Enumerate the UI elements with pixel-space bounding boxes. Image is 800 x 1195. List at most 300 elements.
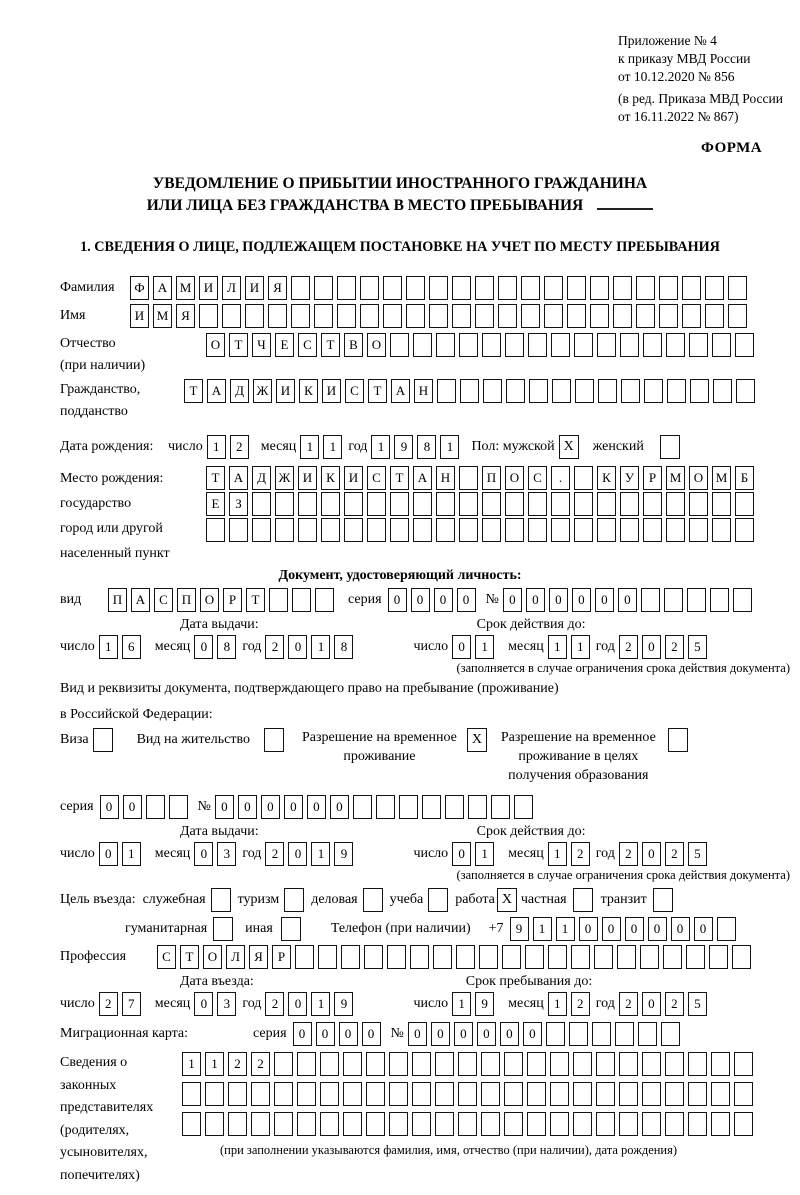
form-cell[interactable]: 1: [311, 992, 330, 1016]
form-cell[interactable]: [598, 379, 617, 403]
form-cell[interactable]: [643, 333, 662, 357]
form-cell[interactable]: [458, 1112, 477, 1136]
form-cell[interactable]: 1: [533, 917, 552, 941]
form-cell[interactable]: 1: [323, 435, 342, 459]
form-cell[interactable]: О: [367, 333, 386, 357]
form-cell[interactable]: [544, 276, 563, 300]
form-cell[interactable]: [682, 276, 701, 300]
form-cell[interactable]: [690, 379, 709, 403]
form-cell[interactable]: 0: [431, 1022, 450, 1046]
form-cell[interactable]: 0: [411, 588, 430, 612]
form-cell[interactable]: Т: [390, 466, 409, 490]
form-cell[interactable]: 0: [194, 992, 213, 1016]
purpose-work-checkbox[interactable]: X: [497, 888, 517, 912]
form-cell[interactable]: [399, 795, 418, 819]
form-cell[interactable]: И: [245, 276, 264, 300]
form-cell[interactable]: [641, 588, 660, 612]
form-cell[interactable]: [550, 1112, 569, 1136]
form-cell[interactable]: 0: [238, 795, 257, 819]
form-cell[interactable]: П: [177, 588, 196, 612]
form-cell[interactable]: Ж: [253, 379, 272, 403]
form-cell[interactable]: [297, 1112, 316, 1136]
form-cell[interactable]: 0: [339, 1022, 358, 1046]
form-cell[interactable]: 1: [440, 435, 459, 459]
form-cell[interactable]: [389, 1112, 408, 1136]
form-cell[interactable]: [315, 588, 334, 612]
form-cell[interactable]: [498, 304, 517, 328]
form-cell[interactable]: [481, 1082, 500, 1106]
form-cell[interactable]: [661, 1022, 680, 1046]
form-cell[interactable]: Т: [180, 945, 199, 969]
form-cell[interactable]: [297, 1052, 316, 1076]
form-cell[interactable]: [344, 492, 363, 516]
form-cell[interactable]: 0: [261, 795, 280, 819]
form-cell[interactable]: .: [551, 466, 570, 490]
form-cell[interactable]: 0: [572, 588, 591, 612]
form-cell[interactable]: Т: [184, 379, 203, 403]
form-cell[interactable]: 9: [394, 435, 413, 459]
form-cell[interactable]: Е: [275, 333, 294, 357]
form-cell[interactable]: 1: [311, 635, 330, 659]
form-cell[interactable]: [504, 1112, 523, 1136]
form-cell[interactable]: Б: [735, 466, 754, 490]
form-cell[interactable]: 0: [642, 635, 661, 659]
form-cell[interactable]: [521, 304, 540, 328]
form-cell[interactable]: И: [322, 379, 341, 403]
form-cell[interactable]: [638, 1022, 657, 1046]
form-cell[interactable]: [205, 1112, 224, 1136]
form-cell[interactable]: [460, 379, 479, 403]
form-cell[interactable]: 0: [452, 842, 471, 866]
form-cell[interactable]: [552, 379, 571, 403]
form-cell[interactable]: [505, 492, 524, 516]
form-cell[interactable]: [344, 518, 363, 542]
form-cell[interactable]: М: [153, 304, 172, 328]
form-cell[interactable]: [410, 945, 429, 969]
form-cell[interactable]: [383, 276, 402, 300]
form-cell[interactable]: В: [344, 333, 363, 357]
form-cell[interactable]: 1: [548, 842, 567, 866]
form-cell[interactable]: 0: [549, 588, 568, 612]
form-cell[interactable]: 0: [648, 917, 667, 941]
form-cell[interactable]: [269, 588, 288, 612]
form-cell[interactable]: И: [199, 276, 218, 300]
form-cell[interactable]: Р: [223, 588, 242, 612]
form-cell[interactable]: [506, 379, 525, 403]
form-cell[interactable]: [468, 795, 487, 819]
form-cell[interactable]: 2: [251, 1052, 270, 1076]
form-cell[interactable]: [665, 1082, 684, 1106]
purpose-study-checkbox[interactable]: [428, 888, 448, 912]
form-cell[interactable]: [644, 379, 663, 403]
form-cell[interactable]: [459, 333, 478, 357]
form-cell[interactable]: [502, 945, 521, 969]
form-cell[interactable]: 0: [307, 795, 326, 819]
form-cell[interactable]: [551, 333, 570, 357]
form-cell[interactable]: 5: [688, 635, 707, 659]
form-cell[interactable]: [205, 1082, 224, 1106]
form-cell[interactable]: М: [176, 276, 195, 300]
purpose-business-checkbox[interactable]: [363, 888, 383, 912]
form-cell[interactable]: [274, 1082, 293, 1106]
form-cell[interactable]: [459, 518, 478, 542]
form-cell[interactable]: [320, 1082, 339, 1106]
form-cell[interactable]: 2: [230, 435, 249, 459]
form-cell[interactable]: [619, 1052, 638, 1076]
form-cell[interactable]: [291, 304, 310, 328]
form-cell[interactable]: 0: [194, 842, 213, 866]
form-cell[interactable]: [406, 304, 425, 328]
form-cell[interactable]: [619, 1082, 638, 1106]
form-cell[interactable]: Н: [436, 466, 455, 490]
form-cell[interactable]: С: [154, 588, 173, 612]
form-cell[interactable]: [321, 492, 340, 516]
form-cell[interactable]: Р: [643, 466, 662, 490]
form-cell[interactable]: [498, 276, 517, 300]
form-cell[interactable]: [551, 518, 570, 542]
form-cell[interactable]: [567, 276, 586, 300]
form-cell[interactable]: [621, 379, 640, 403]
form-cell[interactable]: А: [153, 276, 172, 300]
form-cell[interactable]: 2: [665, 992, 684, 1016]
form-cell[interactable]: [182, 1082, 201, 1106]
form-cell[interactable]: [667, 379, 686, 403]
form-cell[interactable]: [422, 795, 441, 819]
form-cell[interactable]: Ф: [130, 276, 149, 300]
form-cell[interactable]: С: [157, 945, 176, 969]
form-cell[interactable]: [613, 304, 632, 328]
form-cell[interactable]: [483, 379, 502, 403]
form-cell[interactable]: 0: [642, 842, 661, 866]
form-cell[interactable]: Е: [206, 492, 225, 516]
visa-checkbox[interactable]: [93, 728, 113, 752]
form-cell[interactable]: 1: [207, 435, 226, 459]
form-cell[interactable]: М: [712, 466, 731, 490]
form-cell[interactable]: 5: [688, 842, 707, 866]
form-cell[interactable]: [728, 304, 747, 328]
form-cell[interactable]: 2: [571, 842, 590, 866]
form-cell[interactable]: [590, 304, 609, 328]
form-cell[interactable]: [735, 518, 754, 542]
form-cell[interactable]: [710, 588, 729, 612]
form-cell[interactable]: 0: [123, 795, 142, 819]
form-cell[interactable]: [665, 1112, 684, 1136]
form-cell[interactable]: [590, 276, 609, 300]
form-cell[interactable]: [551, 492, 570, 516]
form-cell[interactable]: А: [207, 379, 226, 403]
form-cell[interactable]: [528, 518, 547, 542]
form-cell[interactable]: [550, 1052, 569, 1076]
form-cell[interactable]: 9: [475, 992, 494, 1016]
form-cell[interactable]: [663, 945, 682, 969]
form-cell[interactable]: [528, 333, 547, 357]
form-cell[interactable]: А: [131, 588, 150, 612]
form-cell[interactable]: [688, 1082, 707, 1106]
form-cell[interactable]: [366, 1052, 385, 1076]
form-cell[interactable]: [505, 518, 524, 542]
form-cell[interactable]: 0: [408, 1022, 427, 1046]
form-cell[interactable]: [387, 945, 406, 969]
form-cell[interactable]: [689, 492, 708, 516]
form-cell[interactable]: [252, 492, 271, 516]
form-cell[interactable]: П: [108, 588, 127, 612]
form-cell[interactable]: 0: [454, 1022, 473, 1046]
form-cell[interactable]: 0: [293, 1022, 312, 1046]
form-cell[interactable]: 0: [362, 1022, 381, 1046]
form-cell[interactable]: [475, 304, 494, 328]
form-cell[interactable]: [620, 492, 639, 516]
form-cell[interactable]: 1: [182, 1052, 201, 1076]
form-cell[interactable]: [689, 333, 708, 357]
form-cell[interactable]: И: [344, 466, 363, 490]
form-cell[interactable]: [659, 276, 678, 300]
form-cell[interactable]: [459, 466, 478, 490]
form-cell[interactable]: [436, 333, 455, 357]
form-cell[interactable]: [688, 1112, 707, 1136]
form-cell[interactable]: [642, 1052, 661, 1076]
form-cell[interactable]: 1: [475, 635, 494, 659]
form-cell[interactable]: [734, 1052, 753, 1076]
form-cell[interactable]: [199, 304, 218, 328]
form-cell[interactable]: [705, 276, 724, 300]
form-cell[interactable]: 3: [217, 842, 236, 866]
form-cell[interactable]: [525, 945, 544, 969]
form-cell[interactable]: 9: [334, 842, 353, 866]
form-cell[interactable]: [573, 1082, 592, 1106]
form-cell[interactable]: [251, 1082, 270, 1106]
form-cell[interactable]: [436, 492, 455, 516]
form-cell[interactable]: 1: [548, 992, 567, 1016]
form-cell[interactable]: [252, 518, 271, 542]
form-cell[interactable]: [573, 1052, 592, 1076]
form-cell[interactable]: [445, 795, 464, 819]
form-cell[interactable]: [713, 379, 732, 403]
form-cell[interactable]: 0: [194, 635, 213, 659]
form-cell[interactable]: [437, 379, 456, 403]
form-cell[interactable]: Т: [321, 333, 340, 357]
form-cell[interactable]: С: [367, 466, 386, 490]
form-cell[interactable]: [709, 945, 728, 969]
form-cell[interactable]: [617, 945, 636, 969]
form-cell[interactable]: К: [597, 466, 616, 490]
form-cell[interactable]: [390, 333, 409, 357]
form-cell[interactable]: 0: [388, 588, 407, 612]
form-cell[interactable]: [711, 1052, 730, 1076]
form-cell[interactable]: 0: [625, 917, 644, 941]
form-cell[interactable]: 2: [265, 842, 284, 866]
form-cell[interactable]: [251, 1112, 270, 1136]
form-cell[interactable]: [458, 1082, 477, 1106]
form-cell[interactable]: Т: [368, 379, 387, 403]
form-cell[interactable]: [341, 945, 360, 969]
form-cell[interactable]: 2: [665, 842, 684, 866]
form-cell[interactable]: [712, 518, 731, 542]
form-cell[interactable]: [182, 1112, 201, 1136]
form-cell[interactable]: Л: [226, 945, 245, 969]
form-cell[interactable]: [481, 1052, 500, 1076]
form-cell[interactable]: [456, 945, 475, 969]
form-cell[interactable]: [642, 1082, 661, 1106]
form-cell[interactable]: 1: [548, 635, 567, 659]
form-cell[interactable]: [343, 1082, 362, 1106]
form-cell[interactable]: [521, 276, 540, 300]
form-cell[interactable]: [389, 1082, 408, 1106]
form-cell[interactable]: [659, 304, 678, 328]
form-cell[interactable]: 0: [642, 992, 661, 1016]
form-cell[interactable]: 2: [265, 635, 284, 659]
form-cell[interactable]: [482, 518, 501, 542]
form-cell[interactable]: 0: [99, 842, 118, 866]
form-cell[interactable]: [459, 492, 478, 516]
form-cell[interactable]: [274, 1112, 293, 1136]
form-cell[interactable]: [574, 466, 593, 490]
temp-permit-checkbox[interactable]: X: [467, 728, 487, 752]
form-cell[interactable]: [383, 304, 402, 328]
form-cell[interactable]: Н: [414, 379, 433, 403]
form-cell[interactable]: [636, 304, 655, 328]
purpose-humanitarian-checkbox[interactable]: [213, 917, 233, 941]
form-cell[interactable]: [620, 333, 639, 357]
form-cell[interactable]: 0: [503, 588, 522, 612]
form-cell[interactable]: [292, 588, 311, 612]
form-cell[interactable]: Я: [176, 304, 195, 328]
form-cell[interactable]: [320, 1052, 339, 1076]
form-cell[interactable]: [527, 1112, 546, 1136]
form-cell[interactable]: 0: [288, 992, 307, 1016]
form-cell[interactable]: [413, 333, 432, 357]
form-cell[interactable]: 1: [571, 635, 590, 659]
form-cell[interactable]: [413, 518, 432, 542]
form-cell[interactable]: [390, 492, 409, 516]
form-cell[interactable]: Л: [222, 276, 241, 300]
form-cell[interactable]: [597, 518, 616, 542]
form-cell[interactable]: [705, 304, 724, 328]
form-cell[interactable]: [482, 333, 501, 357]
form-cell[interactable]: 1: [205, 1052, 224, 1076]
form-cell[interactable]: [642, 1112, 661, 1136]
form-cell[interactable]: [643, 518, 662, 542]
form-cell[interactable]: 0: [457, 588, 476, 612]
form-cell[interactable]: [546, 1022, 565, 1046]
form-cell[interactable]: [367, 492, 386, 516]
form-cell[interactable]: [366, 1112, 385, 1136]
form-cell[interactable]: Д: [252, 466, 271, 490]
form-cell[interactable]: [412, 1052, 431, 1076]
form-cell[interactable]: [390, 518, 409, 542]
purpose-private-checkbox[interactable]: [573, 888, 593, 912]
form-cell[interactable]: [295, 945, 314, 969]
form-cell[interactable]: [343, 1052, 362, 1076]
edu-permit-checkbox[interactable]: [668, 728, 688, 752]
form-cell[interactable]: И: [276, 379, 295, 403]
form-cell[interactable]: 2: [228, 1052, 247, 1076]
form-cell[interactable]: [433, 945, 452, 969]
form-cell[interactable]: О: [505, 466, 524, 490]
form-cell[interactable]: 0: [215, 795, 234, 819]
form-cell[interactable]: [528, 492, 547, 516]
form-cell[interactable]: [297, 1082, 316, 1106]
form-cell[interactable]: [343, 1112, 362, 1136]
form-cell[interactable]: А: [229, 466, 248, 490]
form-cell[interactable]: [594, 945, 613, 969]
form-cell[interactable]: [514, 795, 533, 819]
form-cell[interactable]: [686, 945, 705, 969]
form-cell[interactable]: [452, 304, 471, 328]
purpose-transit-checkbox[interactable]: [653, 888, 673, 912]
form-cell[interactable]: [353, 795, 372, 819]
form-cell[interactable]: 1: [311, 842, 330, 866]
form-cell[interactable]: [491, 795, 510, 819]
form-cell[interactable]: Т: [229, 333, 248, 357]
form-cell[interactable]: 0: [523, 1022, 542, 1046]
form-cell[interactable]: 0: [526, 588, 545, 612]
female-checkbox[interactable]: [660, 435, 680, 459]
form-cell[interactable]: [435, 1052, 454, 1076]
form-cell[interactable]: [436, 518, 455, 542]
form-cell[interactable]: С: [528, 466, 547, 490]
form-cell[interactable]: 1: [122, 842, 141, 866]
form-cell[interactable]: [640, 945, 659, 969]
form-cell[interactable]: С: [345, 379, 364, 403]
form-cell[interactable]: О: [689, 466, 708, 490]
form-cell[interactable]: [712, 333, 731, 357]
form-cell[interactable]: З: [229, 492, 248, 516]
form-cell[interactable]: Ж: [275, 466, 294, 490]
form-cell[interactable]: [376, 795, 395, 819]
form-cell[interactable]: [666, 333, 685, 357]
form-cell[interactable]: 1: [556, 917, 575, 941]
form-cell[interactable]: [412, 1082, 431, 1106]
form-cell[interactable]: [364, 945, 383, 969]
form-cell[interactable]: [573, 1112, 592, 1136]
male-checkbox[interactable]: X: [559, 435, 579, 459]
form-cell[interactable]: [620, 518, 639, 542]
residence-permit-checkbox[interactable]: [264, 728, 284, 752]
form-cell[interactable]: [550, 1082, 569, 1106]
form-cell[interactable]: С: [298, 333, 317, 357]
purpose-tourism-checkbox[interactable]: [284, 888, 304, 912]
form-cell[interactable]: Т: [246, 588, 265, 612]
form-cell[interactable]: 2: [665, 635, 684, 659]
form-cell[interactable]: [228, 1112, 247, 1136]
form-cell[interactable]: [597, 333, 616, 357]
form-cell[interactable]: [337, 276, 356, 300]
form-cell[interactable]: [548, 945, 567, 969]
form-cell[interactable]: [222, 304, 241, 328]
form-cell[interactable]: [321, 518, 340, 542]
form-cell[interactable]: [481, 1112, 500, 1136]
form-cell[interactable]: [615, 1022, 634, 1046]
form-cell[interactable]: 0: [434, 588, 453, 612]
form-cell[interactable]: [544, 304, 563, 328]
form-cell[interactable]: 1: [300, 435, 319, 459]
form-cell[interactable]: Ч: [252, 333, 271, 357]
form-cell[interactable]: 6: [122, 635, 141, 659]
form-cell[interactable]: [666, 492, 685, 516]
form-cell[interactable]: О: [200, 588, 219, 612]
form-cell[interactable]: [666, 518, 685, 542]
form-cell[interactable]: [592, 1022, 611, 1046]
form-cell[interactable]: П: [482, 466, 501, 490]
form-cell[interactable]: 0: [288, 635, 307, 659]
form-cell[interactable]: 9: [510, 917, 529, 941]
form-cell[interactable]: [735, 333, 754, 357]
form-cell[interactable]: [567, 304, 586, 328]
form-cell[interactable]: [569, 1022, 588, 1046]
form-cell[interactable]: 0: [477, 1022, 496, 1046]
form-cell[interactable]: [636, 276, 655, 300]
form-cell[interactable]: [406, 276, 425, 300]
